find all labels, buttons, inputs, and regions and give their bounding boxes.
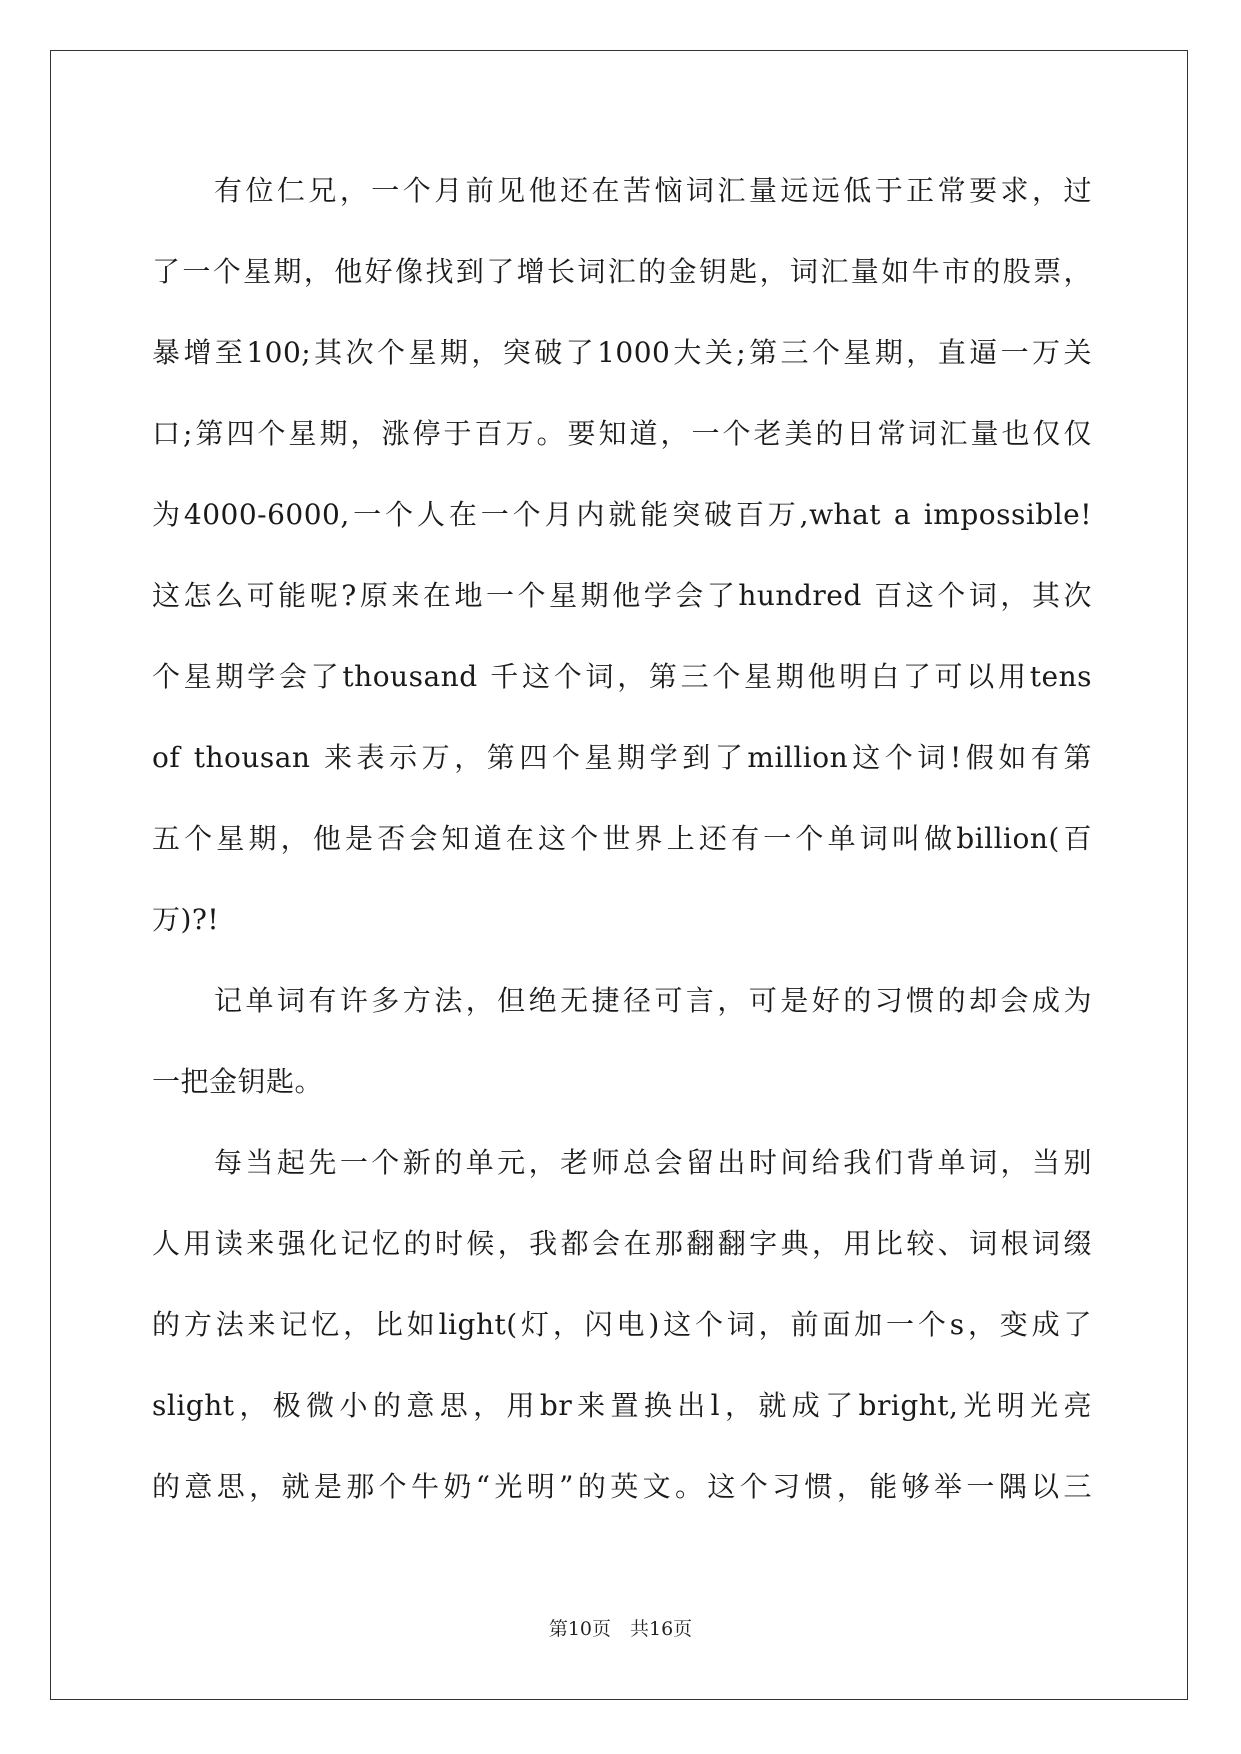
text-line: 个星期学会了thousand 千这个词，第三个星期他明白了可以用tens <box>152 660 1092 693</box>
text-line: 的意思，就是那个牛奶“光明”的英文。这个习惯，能够举一隅以三 <box>152 1470 1092 1503</box>
text-line: 万)?! <box>152 903 220 936</box>
text-line: 为4000-6000,一个人在一个月内就能突破百万,what a impossible! <box>152 498 1092 531</box>
text-line: 暴增至100;其次个星期，突破了1000大关;第三个星期，直逼一万关 <box>152 336 1092 369</box>
page-number-footer: 第10页 共16页 <box>548 1618 693 1640</box>
text-line: 一把金钥匙。 <box>152 1065 324 1098</box>
text-line: 每当起先一个新的单元，老师总会留出时间给我们背单词，当别 <box>214 1146 1092 1179</box>
text-line: of thousan 来表示万，第四个星期学到了million这个词!假如有第 <box>152 741 1092 774</box>
text-line: 的方法来记忆，比如light(灯，闪电)这个词，前面加一个s，变成了 <box>152 1308 1092 1341</box>
text-line: 这怎么可能呢?原来在地一个星期他学会了hundred 百这个词，其次 <box>152 579 1092 612</box>
text-line: 了一个星期，他好像找到了增长词汇的金钥匙，词汇量如牛市的股票， <box>152 255 1092 288</box>
paragraph-2 <box>152 960 1092 1122</box>
text-line: 记单词有许多方法，但绝无捷径可言，可是好的习惯的却会成为 <box>214 984 1092 1017</box>
document-body <box>152 150 1092 1527</box>
text-line: slight，极微小的意思，用br来置换出l，就成了bright,光明光亮 <box>152 1389 1092 1422</box>
text-line: 口;第四个星期，涨停于百万。要知道，一个老美的日常词汇量也仅仅 <box>152 417 1092 450</box>
paragraph-3 <box>152 1122 1092 1527</box>
paragraph-1 <box>152 150 1092 960</box>
text-line: 五个星期，他是否会知道在这个世界上还有一个单词叫做billion(百 <box>152 822 1092 855</box>
text-line: 有位仁兄，一个月前见他还在苦恼词汇量远远低于正常要求，过 <box>214 174 1092 207</box>
text-line: 人用读来强化记忆的时候，我都会在那翻翻字典，用比较、词根词缀 <box>152 1227 1092 1260</box>
